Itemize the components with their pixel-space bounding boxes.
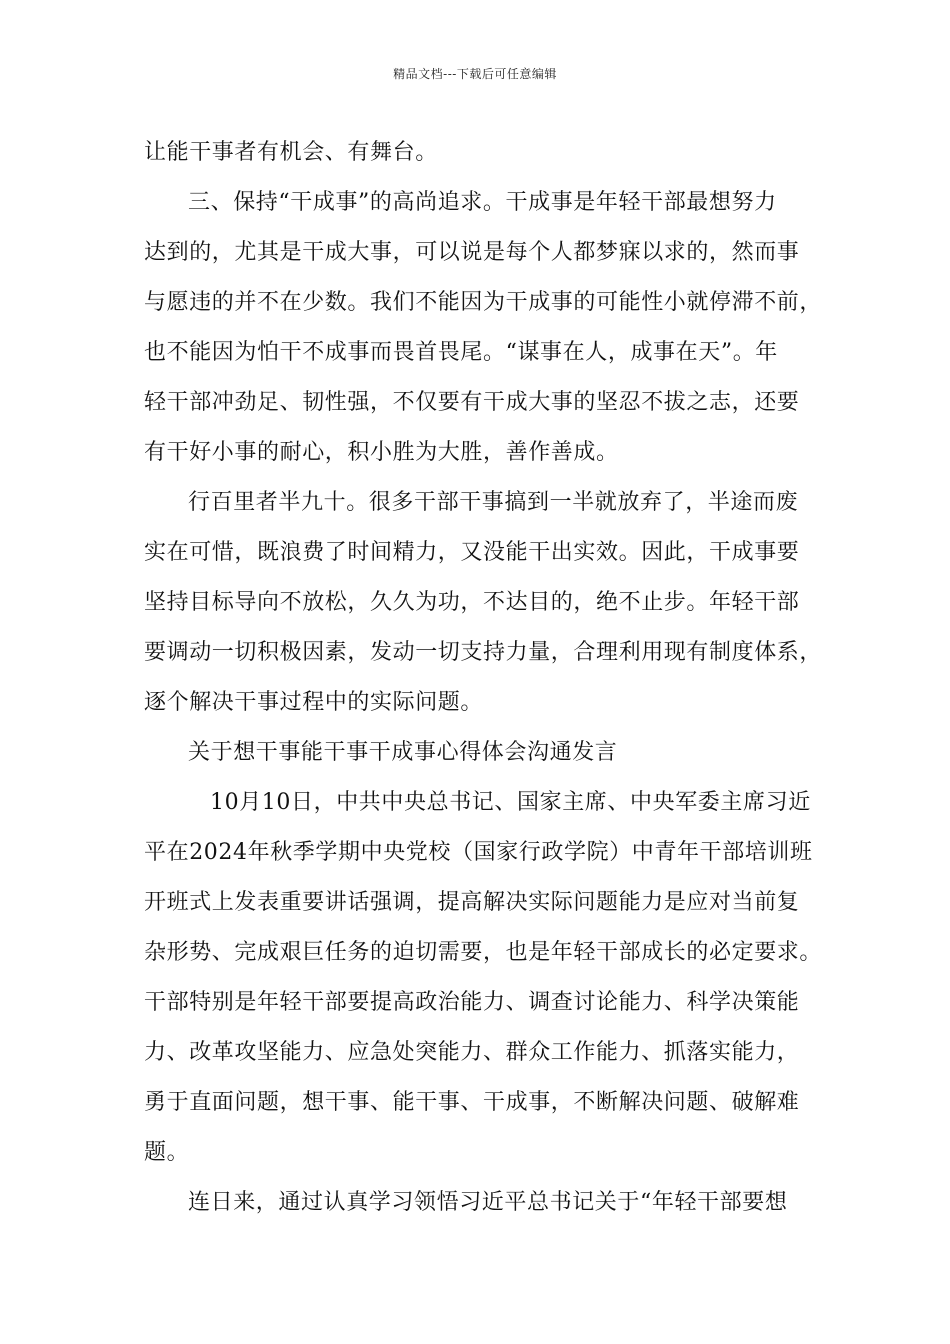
text-line: 有干好小事的耐心，积小胜为大胜，善作善成。 xyxy=(144,440,619,465)
text-line: 10月10日，中共中央总书记、国家主席、中央军委主席习近 xyxy=(210,790,811,815)
text-line: 与愿违的并不在少数。我们不能因为干成事的可能性小就停滞不前， xyxy=(144,290,823,315)
text-line: 三、保持“干成事”的高尚追求。干成事是年轻干部最想努力 xyxy=(188,190,777,215)
text-line: 也不能因为怕干不成事而畏首畏尾。“谋事在人，成事在天”。年 xyxy=(144,340,778,365)
text-line: 坚持目标导向不放松，久久为功，不达目的，绝不止步。年轻干部 xyxy=(144,590,800,615)
text-line: 逐个解决干事过程中的实际问题。 xyxy=(144,690,484,715)
text-line: 杂形势、完成艰巨任务的迫切需要，也是年轻干部成长的必定要求。 xyxy=(144,940,823,965)
text-line: 达到的，尤其是干成大事，可以说是每个人都梦寐以求的，然而事 xyxy=(144,240,800,265)
text-line: 让能干事者有机会、有舞台。 xyxy=(144,140,438,165)
text-line: 干部特别是年轻干部要提高政治能力、调查讨论能力、科学决策能 xyxy=(144,990,800,1015)
section-title: 关于想干事能干事干成事心得体会沟通发言 xyxy=(188,740,618,765)
body-text xyxy=(144,128,824,1228)
text-line: 实在可惜，既浪费了时间精力，又没能干出实效。因此，干成事要 xyxy=(144,540,800,565)
page-header: 精品文档---下载后可任意编辑 xyxy=(393,67,557,81)
text-line: 行百里者半九十。很多干部干事搞到一半就放弃了，半途而废 xyxy=(188,490,799,515)
text-line: 连日来，通过认真学习领悟习近平总书记关于“年轻干部要想 xyxy=(188,1190,788,1215)
text-line: 平在2024年秋季学期中央党校（国家行政学院）中青年干部培训班 xyxy=(144,840,813,865)
text-line: 轻干部冲劲足、韧性强，不仅要有干成大事的坚忍不拔之志，还要 xyxy=(144,390,800,415)
text-line: 要调动一切积极因素，发动一切支持力量，合理利用现有制度体系， xyxy=(144,640,823,665)
text-line: 力、改革攻坚能力、应急处突能力、群众工作能力、抓落实能力， xyxy=(144,1040,800,1065)
text-line: 题。 xyxy=(144,1140,190,1165)
text-line: 开班式上发表重要讲话强调，提高解决实际问题能力是应对当前复 xyxy=(144,890,800,915)
text-line: 勇于直面问题，想干事、能干事、干成事，不断解决问题、破解难 xyxy=(144,1090,800,1115)
